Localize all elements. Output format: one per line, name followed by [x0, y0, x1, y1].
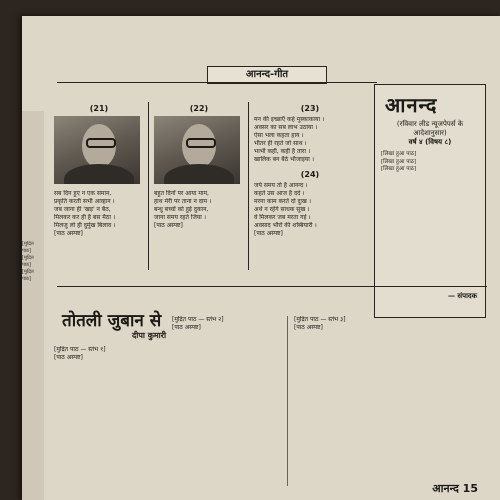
article-column-3: [मुद्रित पाठ — स्तंभ ३] [पाठ अस्पष्ट] [294, 316, 346, 332]
magazine-page [22, 16, 500, 500]
portrait-photo [54, 116, 140, 184]
anand-signature: — संपादक [447, 292, 477, 300]
poem-text: बहुत दिनों पर आया माम, हाथ मेरी पर ताना न दाम । बन्धु बच्चों को हुई दुकान, जाना समय रहते जिया । [पाठ अस्पष्ट] [154, 190, 212, 229]
section-header: आनन्द-गीत [207, 66, 327, 84]
poem-text: जये समय तो है आनन्द । कहते उस आज है दर्द । मरना काम करते दो दुःख । अर्थ न रहेंगे साधक सुख । वे मिलकर जब मरता गई । अवसाद भौरों की शब्बियारी । [पाठ अस्पष्ट] [254, 182, 317, 237]
middle-rule [57, 286, 487, 287]
portrait-photo [154, 116, 240, 184]
top-rule [57, 82, 377, 83]
column-divider [287, 316, 288, 486]
poem-block-21 [50, 102, 149, 270]
anand-body-text: [लिखा हुआ पाठ] [लिखा हुआ पाठ] [लिखा हुआ पाठ] [381, 151, 417, 172]
poem-number: (22) [189, 104, 209, 113]
article-author: दीपा कुमारी [132, 331, 167, 340]
adjacent-page-text: [मुद्रित पाठ] [मुद्रित पाठ] [मुद्रित पाठ] [22, 241, 34, 282]
poem-text: सब दिन हुए न एक समान, प्रकृति करती सभी आव्हान । जब जाना ही 'खड़' न बैठ, मिलकर कर ही है बस मैठा । मिलजु लो ही दुर्मुख बिलाव । [पाठ अस्पष्ट] [54, 190, 116, 237]
anand-subtitle: (रविवार लीड न्यूजपेपर्स के आदेशानुसार) वर्ष ४ (विषय ८) [396, 120, 464, 146]
anand-logo: आनन्द [385, 93, 438, 117]
article-column-1: [मुद्रित पाठ — स्तंभ १] [पाठ अस्पष्ट] [54, 346, 106, 362]
page-footer: आनन्द 15 [432, 482, 478, 495]
poem-number: (23) [300, 104, 320, 113]
poem-text: मन की इच्छाएँ कहे मुस्काकाया । अवसर का सब लाभ उठाया । ऐसा भला कहता हाय । भीतर ही रहते जो साथ । भाभी कहीं, कहीं है तारा । खालिक बन बैठे भौजाइया । [254, 116, 325, 163]
poem-number: (21) [89, 104, 109, 113]
article-title: तोतली जुबान से [62, 311, 162, 331]
article-column-2: [मुद्रित पाठ — स्तंभ २] [पाठ अस्पष्ट] [172, 316, 224, 332]
poem-number: (24) [300, 170, 320, 179]
poem-block-23-24 [250, 102, 370, 270]
adjacent-page-strip [22, 111, 44, 500]
poem-block-22 [150, 102, 249, 270]
anand-editorial-box [374, 84, 486, 318]
